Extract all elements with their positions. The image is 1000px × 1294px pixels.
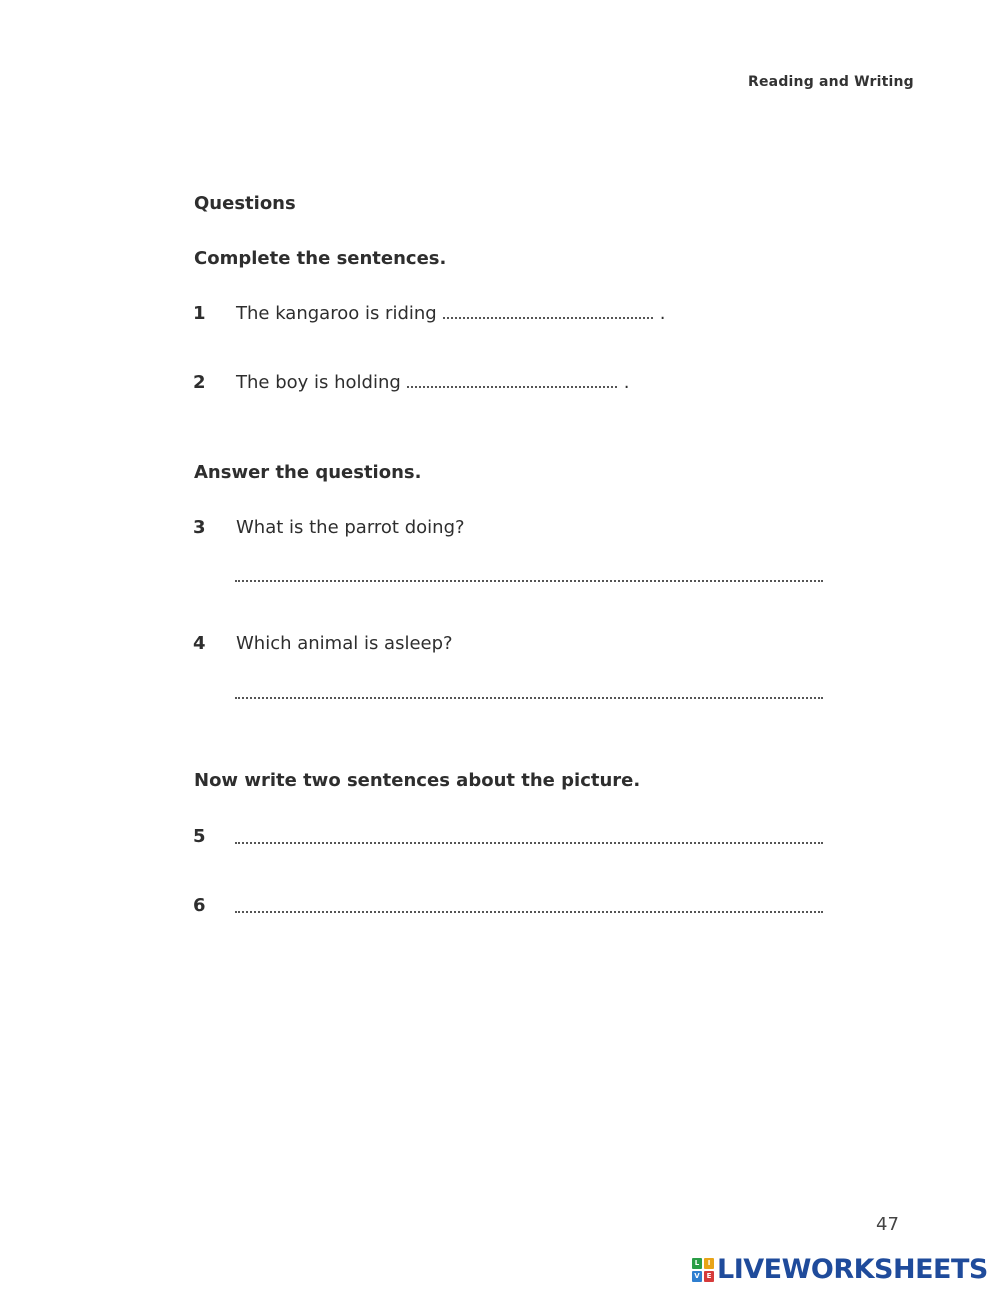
- item-1-period: .: [659, 303, 666, 324]
- item-3-answer-line[interactable]: [235, 580, 823, 582]
- item-1-number: 1: [193, 303, 206, 324]
- logo-tile-l: L: [692, 1258, 702, 1269]
- liveworksheets-logo-icon: [692, 1258, 714, 1282]
- questions-heading: Questions: [194, 193, 296, 214]
- page-number: 47: [876, 1214, 899, 1235]
- item-3-number: 3: [193, 517, 206, 538]
- brand-name: LIVEWORKSHEETS: [717, 1254, 988, 1285]
- complete-instruction: Complete the sentences.: [194, 248, 447, 269]
- item-1-sentence: [236, 303, 665, 324]
- item-4-answer-line[interactable]: [235, 697, 823, 699]
- section-title: Reading and Writing: [748, 74, 914, 90]
- liveworksheets-brand: [692, 1254, 988, 1285]
- answer-instruction: Answer the questions.: [194, 462, 422, 483]
- item-4-number: 4: [193, 633, 206, 654]
- item-2-text: The boy is holding: [236, 372, 401, 393]
- item-5-answer-line[interactable]: [235, 842, 823, 844]
- item-3-question: What is the parrot doing?: [236, 517, 465, 538]
- logo-tile-i: I: [704, 1258, 714, 1269]
- item-4-question: Which animal is asleep?: [236, 633, 453, 654]
- item-2-number: 2: [193, 372, 206, 393]
- item-6-number: 6: [193, 895, 206, 916]
- item-2-sentence: [236, 372, 630, 393]
- logo-tile-e: E: [704, 1271, 714, 1282]
- item-2-answer-blank[interactable]: [407, 372, 617, 388]
- item-1-answer-blank[interactable]: [443, 303, 653, 319]
- item-2-period: .: [623, 372, 630, 393]
- item-5-number: 5: [193, 826, 206, 847]
- item-6-answer-line[interactable]: [235, 911, 823, 913]
- write-instruction: Now write two sentences about the picture.: [194, 770, 641, 791]
- logo-tile-v: V: [692, 1271, 702, 1282]
- item-1-text: The kangaroo is riding: [236, 303, 437, 324]
